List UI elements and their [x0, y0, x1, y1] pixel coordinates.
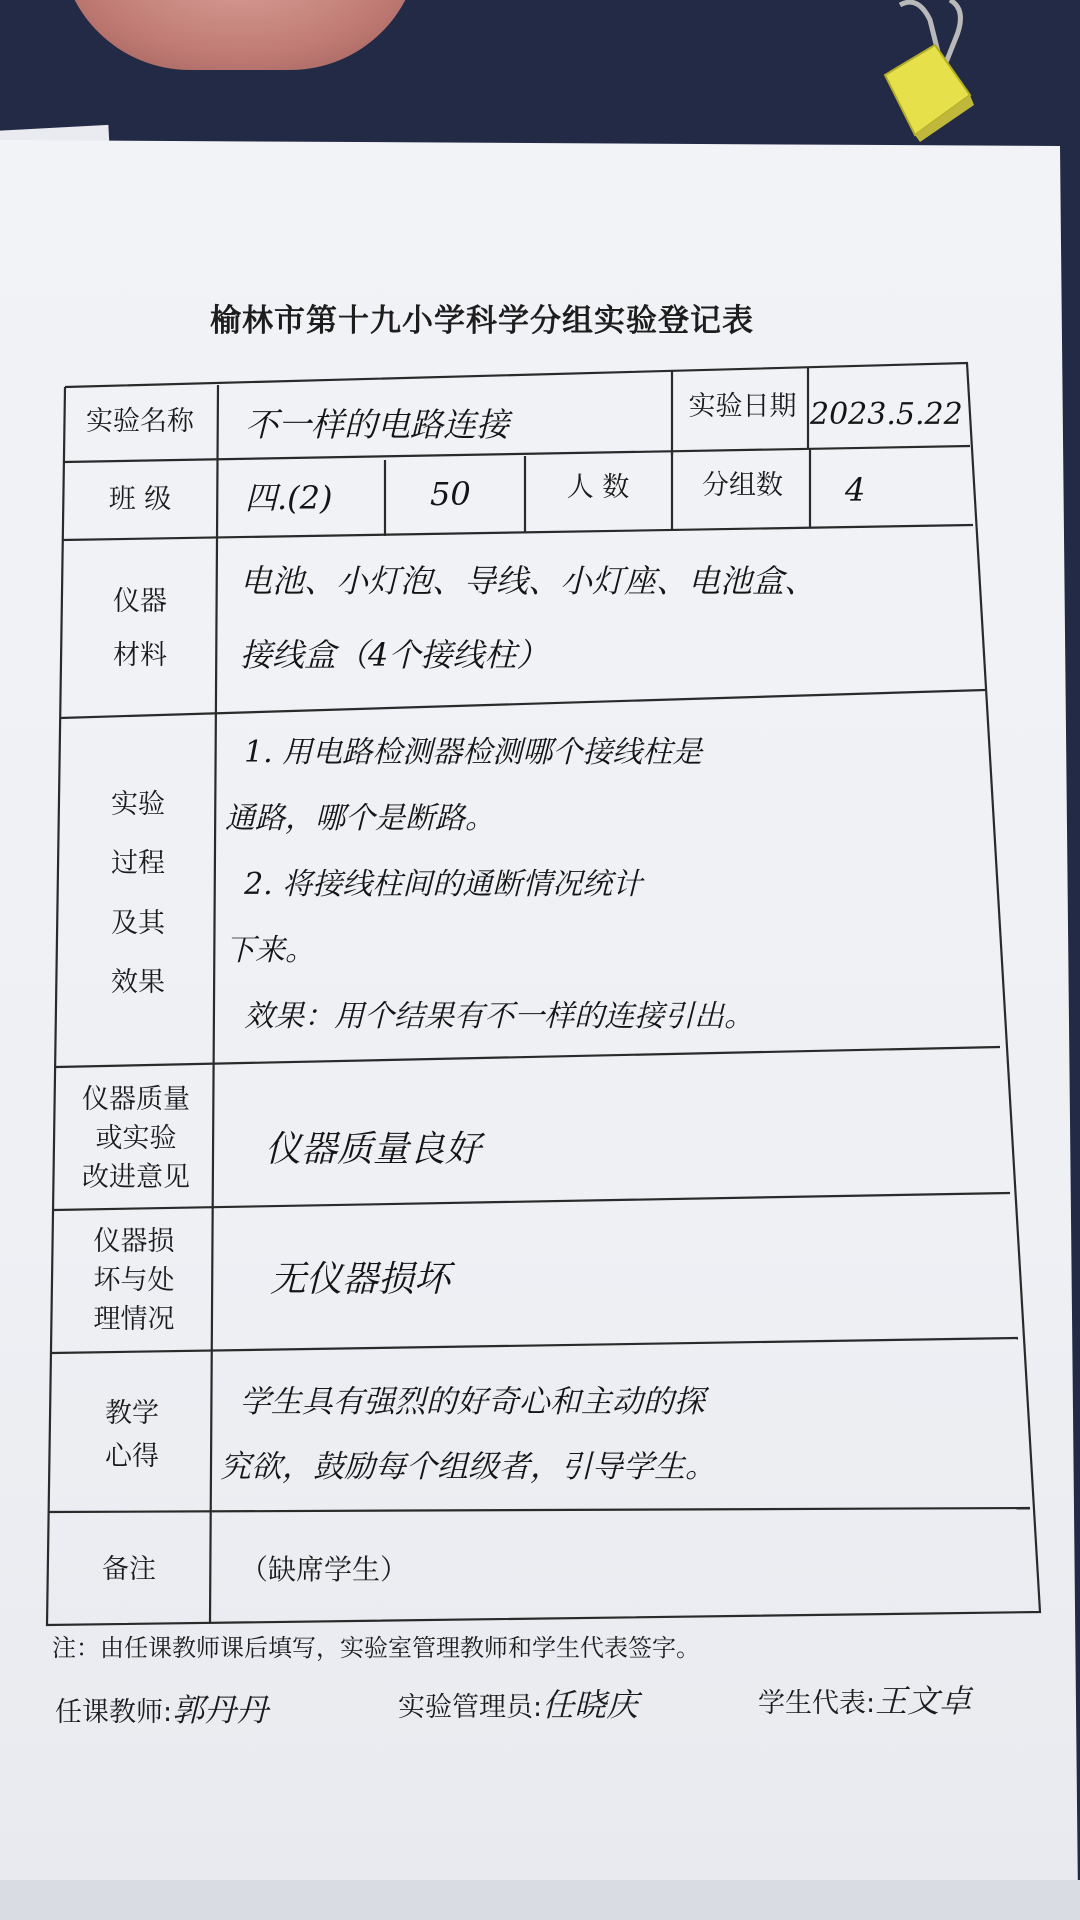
student-label: 学生代表: — [758, 1688, 876, 1719]
label-equipment: 仪器 材料 — [113, 586, 167, 671]
label-quality: 仪器质量 或实验 改进意见 — [82, 1084, 190, 1194]
value-quality: 仪器质量良好 — [265, 1129, 482, 1170]
label-groups: 分组数 — [702, 470, 783, 501]
teacher-label: 任课教师: — [55, 1697, 173, 1728]
label-experiment-date: 实验日期 — [688, 391, 797, 422]
label-process: 实验 过程 及其 效果 — [111, 789, 165, 999]
admin-signature: 任晓庆 — [542, 1686, 639, 1724]
label-reflection: 教学 心得 — [105, 1398, 159, 1473]
value-damage: 无仪器损坏 — [270, 1259, 451, 1300]
value-experiment-date: 2023.5.22 — [810, 397, 963, 432]
teacher-signature-row — [55, 1685, 268, 1731]
admin-label: 实验管理员: — [398, 1692, 543, 1723]
value-process: 1. 用电路检测器检测哪个接线柱是 通路，哪个是断路。 2. 将接线柱间的通断情况统计 下来。 效果：用个结果有不一样的连接引出。 — [225, 735, 755, 1034]
label-remarks: 备注 — [102, 1554, 156, 1585]
value-experiment-name: 不一样的电路连接 — [245, 405, 509, 444]
footer-note: 注：由任课教师课后填写，实验室管理教师和学生代表签字。 — [52, 1634, 700, 1662]
label-experiment-name: 实验名称 — [86, 406, 194, 437]
teacher-signature: 郭丹丹 — [172, 1691, 269, 1729]
value-reflection: 学生具有强烈的好奇心和主动的探 究欲，鼓励每个组级者，引导学生。 — [220, 1384, 716, 1486]
student-signature-row — [758, 1676, 971, 1722]
value-equipment: 电池、小灯泡、导线、小灯座、电池盒、 接线盒（4个接线柱） — [240, 562, 817, 674]
value-class: 四.(2) — [245, 479, 333, 517]
value-count: 50 — [430, 475, 471, 513]
label-count: 人 数 — [566, 472, 630, 503]
student-signature: 王文卓 — [875, 1682, 972, 1720]
admin-signature-row — [398, 1680, 638, 1726]
value-groups: 4 — [845, 471, 866, 509]
value-remarks: （缺席学生） — [240, 1553, 409, 1586]
label-damage: 仪器损 坏与处 理情况 — [93, 1226, 175, 1336]
label-class: 班 级 — [108, 484, 172, 515]
form-title: 榆林市第十九小学科学分组实验登记表 — [210, 303, 754, 339]
